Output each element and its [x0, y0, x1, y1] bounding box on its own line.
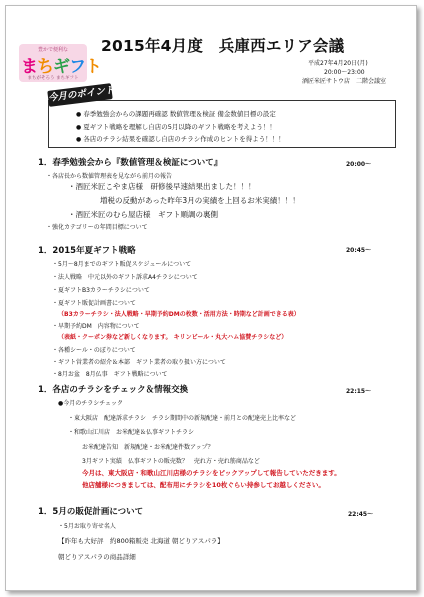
- meeting-venue: 酒匠米匠サトウ店 二階会議室: [302, 78, 387, 85]
- section-time: 22:15～: [346, 388, 372, 395]
- section-note: 他店舗様につきましては、配布用にチラシを10枚ぐらい持参してお越しください。: [82, 481, 325, 489]
- section-line: ・強化カテゴリーの年間目標について: [46, 224, 148, 231]
- section-time: 20:45～: [346, 247, 372, 254]
- section-line: お米配達告知 新規配達・お米配達件数アップ？: [82, 444, 214, 451]
- point-item: ● 夏ギフト戦略を理解し自店の5月以降のギフト戦略を考えよう！！: [76, 123, 276, 131]
- section-line: ・和歌山江川店 お米配達＆仏事ギフトチラシ: [68, 429, 195, 436]
- section-title: 1．2015年夏ギフト戦略: [38, 246, 136, 256]
- section-title: 1．5月の販促計画について: [38, 507, 144, 517]
- section-note: 今月は、東大阪店・和歌山江川店様のチラシをピックアップして報告していただきます。: [82, 469, 341, 477]
- section-line: ・東大阪店 配達訴求チラシ チラシ期間中の新規配達・前月との配達売上比率など: [68, 415, 297, 422]
- section-line: 朝どりアスパラの商品詳細: [58, 553, 136, 561]
- point-item: ● 各店のチラシ結果を確認し自店のチラシ作成のヒントを得よう！！！: [76, 135, 285, 143]
- meeting-date: 平成27年4月20日(月): [308, 60, 368, 67]
- section-line: ・酒匠米匠のむら屋店様 ギフト順調の裏側: [68, 210, 218, 219]
- document-page: [5, 5, 417, 591]
- logo-wordmark: まちギフト: [21, 57, 101, 77]
- section-line: ・5月お取り寄せ名人: [58, 523, 116, 530]
- meeting-time: 20:00～23:00: [324, 69, 365, 76]
- bullet-icon: ●: [76, 111, 82, 118]
- section-line: ・酒匠米匠こやま店様 研修後早速結果出ました！！！: [68, 182, 256, 191]
- bullet-icon: ●: [76, 124, 82, 131]
- section-line: ・各種シール・のぼりについて: [52, 347, 136, 354]
- bullet-icon: ●: [76, 136, 82, 143]
- section-title: 1．春季勉強会から『数値管理＆検証について』: [38, 158, 223, 168]
- section-line: ・夏ギフトB3カラーチラシについて: [52, 287, 150, 294]
- section-line: 3月ギフト実績 仏事ギフトの販売数？ 売れ方・売れ筋商品など: [82, 458, 260, 465]
- section-line: ・5月～8月までのギフト販促スケジュールについて: [52, 261, 192, 268]
- section-line: 増税の反動があった昨年3月の実績を上回るお米実績！！！: [100, 196, 300, 205]
- section-note: （B3カラーチラシ・法人戦略・早期予約DMの枚数・活用方法・時期など計画できる表）: [58, 311, 300, 318]
- section-line: ・ギフト営業者の紹介＆本部 ギフト業者の取り扱い方について: [52, 359, 226, 366]
- section-line: ●今月のチラシチェック: [58, 400, 124, 407]
- section-line: ・夏ギフト販促計画書について: [52, 300, 136, 307]
- section-line: ・法人戦略 中元以外のギフト訴求A4チラシについて: [52, 274, 198, 281]
- section-time: 22:45～: [348, 511, 374, 518]
- section-note: （表紙・クーポン券など新しくなります。 キリンビール・丸大ハム協賛チラシなど）: [58, 334, 288, 341]
- section-line: ・早期予約DM 内容物について: [52, 323, 140, 330]
- section-line: 【昨年も大好評 約800箱販売 北海道 朝どりアスパラ】: [58, 537, 224, 545]
- page-title: 2015年4月度 兵庫西エリア会議: [101, 37, 345, 55]
- section-line: ・8月お盆 8月仏事 ギフト戦略について: [52, 371, 168, 378]
- points-label: 今月のポイント: [47, 83, 112, 107]
- machi-gift-logo: 豊かで便利な まちギフト まちがそろう まちギフト: [19, 44, 87, 82]
- point-item: ● 春季勉強会からの課題再確認 数値管理＆検証 備金数値目標の設定: [76, 110, 276, 118]
- section-line: ・各店長から数値管理表を見ながら前月の報告: [46, 173, 173, 180]
- section-time: 20:00～: [346, 161, 372, 168]
- section-title: 1．各店のチラシをチェック＆情報交換: [38, 385, 189, 395]
